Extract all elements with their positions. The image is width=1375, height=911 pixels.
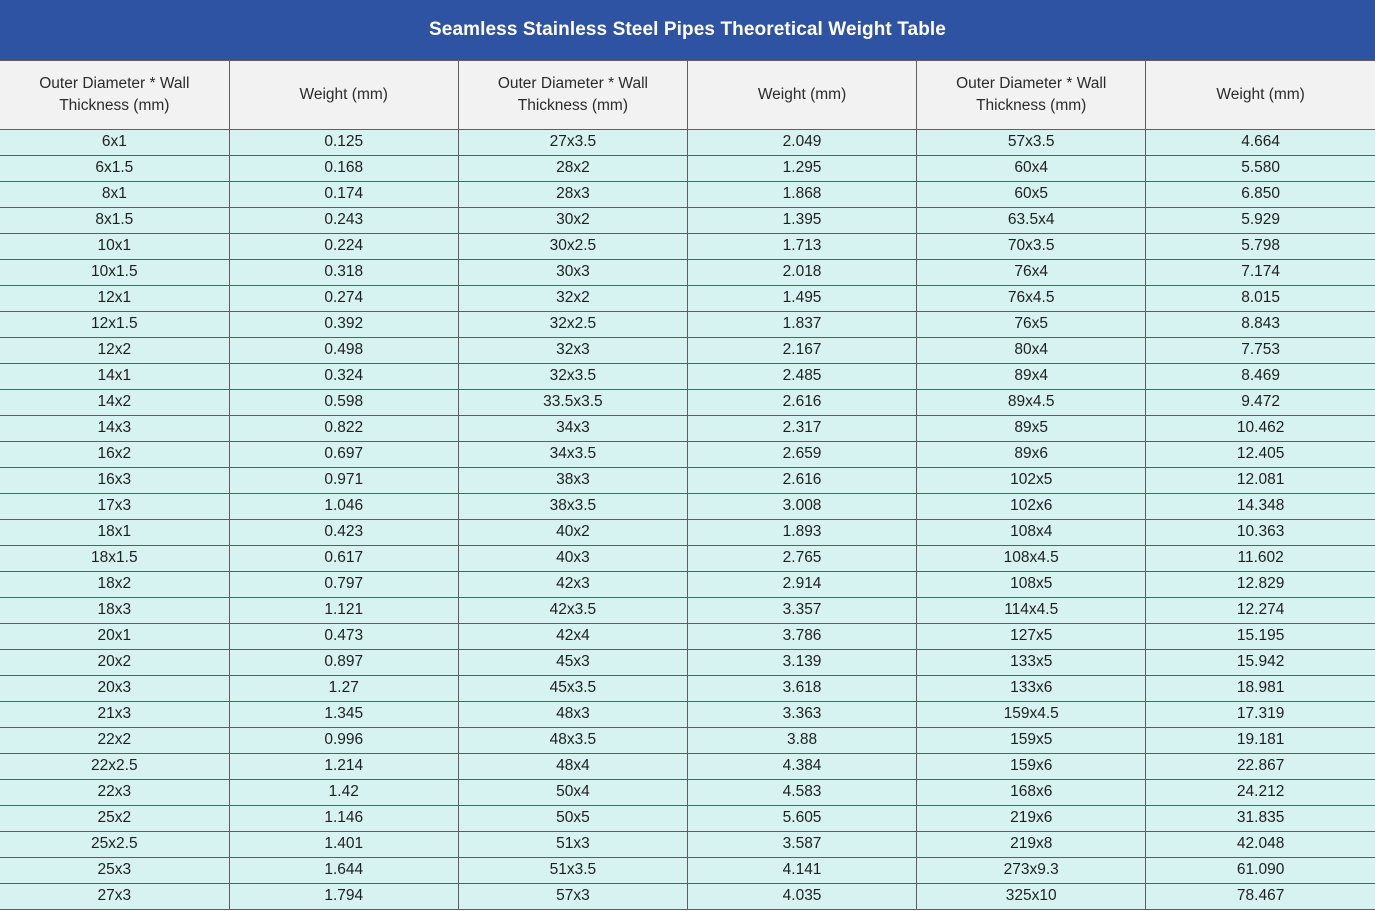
size-cell: 168x6 [917,779,1146,805]
header-row [0,61,1375,129]
size-cell: 51x3 [458,831,687,857]
weight-cell: 1.868 [687,181,916,207]
column-header-size-2: Outer Diameter * Wall Thickness (mm) [458,61,687,129]
weight-cell: 0.125 [229,129,458,155]
weight-cell: 24.212 [1146,779,1375,805]
weight-cell: 4.141 [687,857,916,883]
size-cell: 89x4 [917,363,1146,389]
weight-cell: 0.797 [229,571,458,597]
weight-cell: 1.121 [229,597,458,623]
size-cell: 28x3 [458,181,687,207]
column-header-weight-3: Weight (mm) [1146,61,1375,129]
weight-cell: 1.214 [229,753,458,779]
table-title: Seamless Stainless Steel Pipes Theoretical Weight Table [0,0,1375,61]
size-cell: 21x3 [0,701,229,727]
size-cell: 30x2.5 [458,233,687,259]
size-cell: 27x3 [0,883,229,909]
size-cell: 18x1.5 [0,545,229,571]
weight-cell: 2.485 [687,363,916,389]
size-cell: 70x3.5 [917,233,1146,259]
size-cell: 133x5 [917,649,1146,675]
weight-cell: 18.981 [1146,675,1375,701]
weight-cell: 22.867 [1146,753,1375,779]
weight-cell: 1.644 [229,857,458,883]
table-row [0,675,1375,701]
table-body [0,129,1375,909]
weight-cell: 2.765 [687,545,916,571]
weight-cell: 1.893 [687,519,916,545]
column-header-size-1: Outer Diameter * Wall Thickness (mm) [0,61,229,129]
weight-cell: 8.015 [1146,285,1375,311]
weight-cell: 0.697 [229,441,458,467]
size-cell: 76x4 [917,259,1146,285]
size-cell: 108x4.5 [917,545,1146,571]
table-row [0,831,1375,857]
weight-cell: 0.473 [229,623,458,649]
size-cell: 325x10 [917,883,1146,909]
table-row [0,519,1375,545]
weight-cell: 2.659 [687,441,916,467]
weight-cell: 0.274 [229,285,458,311]
size-cell: 42x3.5 [458,597,687,623]
weight-cell: 1.27 [229,675,458,701]
size-cell: 45x3 [458,649,687,675]
size-cell: 50x4 [458,779,687,805]
size-cell: 6x1 [0,129,229,155]
size-cell: 8x1.5 [0,207,229,233]
weight-cell: 5.798 [1146,233,1375,259]
size-cell: 27x3.5 [458,129,687,155]
size-cell: 57x3 [458,883,687,909]
table-row [0,389,1375,415]
weight-cell: 8.469 [1146,363,1375,389]
weight-cell: 3.587 [687,831,916,857]
weight-cell: 0.243 [229,207,458,233]
size-cell: 219x6 [917,805,1146,831]
weight-cell: 2.616 [687,389,916,415]
weight-cell: 9.472 [1146,389,1375,415]
weight-cell: 0.598 [229,389,458,415]
size-cell: 14x1 [0,363,229,389]
size-cell: 127x5 [917,623,1146,649]
size-cell: 28x2 [458,155,687,181]
weight-cell: 8.843 [1146,311,1375,337]
size-cell: 12x2 [0,337,229,363]
weight-cell: 1.837 [687,311,916,337]
size-cell: 89x5 [917,415,1146,441]
weight-cell: 19.181 [1146,727,1375,753]
weight-cell: 31.835 [1146,805,1375,831]
size-cell: 25x2 [0,805,229,831]
size-cell: 219x8 [917,831,1146,857]
size-cell: 18x3 [0,597,229,623]
size-cell: 102x5 [917,467,1146,493]
size-cell: 80x4 [917,337,1146,363]
weight-cell: 2.317 [687,415,916,441]
size-cell: 34x3.5 [458,441,687,467]
table-row [0,207,1375,233]
size-cell: 20x1 [0,623,229,649]
table-row [0,857,1375,883]
weight-cell: 0.996 [229,727,458,753]
size-cell: 108x4 [917,519,1146,545]
size-cell: 60x5 [917,181,1146,207]
size-cell: 89x4.5 [917,389,1146,415]
table-row [0,545,1375,571]
size-cell: 76x4.5 [917,285,1146,311]
size-cell: 48x4 [458,753,687,779]
size-cell: 22x2.5 [0,753,229,779]
weight-cell: 17.319 [1146,701,1375,727]
size-cell: 10x1 [0,233,229,259]
size-cell: 20x3 [0,675,229,701]
column-header-weight-2: Weight (mm) [687,61,916,129]
weight-cell: 1.713 [687,233,916,259]
weight-cell: 0.324 [229,363,458,389]
weight-cell: 7.174 [1146,259,1375,285]
table-row [0,493,1375,519]
table-row [0,155,1375,181]
table-row [0,597,1375,623]
weight-cell: 2.914 [687,571,916,597]
size-cell: 159x6 [917,753,1146,779]
table-row [0,649,1375,675]
table-row [0,441,1375,467]
size-cell: 48x3.5 [458,727,687,753]
size-cell: 33.5x3.5 [458,389,687,415]
size-cell: 51x3.5 [458,857,687,883]
table-row [0,779,1375,805]
size-cell: 22x2 [0,727,229,753]
weight-cell: 4.035 [687,883,916,909]
table-row [0,337,1375,363]
size-cell: 57x3.5 [917,129,1146,155]
size-cell: 102x6 [917,493,1146,519]
size-cell: 12x1.5 [0,311,229,337]
size-cell: 30x3 [458,259,687,285]
size-cell: 22x3 [0,779,229,805]
weight-cell: 11.602 [1146,545,1375,571]
size-cell: 42x3 [458,571,687,597]
weight-cell: 5.605 [687,805,916,831]
weight-cell: 3.363 [687,701,916,727]
size-cell: 273x9.3 [917,857,1146,883]
size-cell: 114x4.5 [917,597,1146,623]
size-cell: 6x1.5 [0,155,229,181]
size-cell: 10x1.5 [0,259,229,285]
size-cell: 40x2 [458,519,687,545]
weight-cell: 3.139 [687,649,916,675]
weight-cell: 10.363 [1146,519,1375,545]
size-cell: 159x4.5 [917,701,1146,727]
weight-cell: 2.018 [687,259,916,285]
weight-cell: 0.423 [229,519,458,545]
weight-cell: 7.753 [1146,337,1375,363]
weight-cell: 6.850 [1146,181,1375,207]
weight-cell: 12.405 [1146,441,1375,467]
size-cell: 48x3 [458,701,687,727]
weight-cell: 5.580 [1146,155,1375,181]
table-row [0,129,1375,155]
weight-table [0,61,1375,910]
weight-cell: 12.081 [1146,467,1375,493]
size-cell: 38x3.5 [458,493,687,519]
weight-cell: 1.401 [229,831,458,857]
size-cell: 38x3 [458,467,687,493]
table-row [0,415,1375,441]
size-cell: 63.5x4 [917,207,1146,233]
size-cell: 32x3 [458,337,687,363]
weight-cell: 61.090 [1146,857,1375,883]
weight-cell: 2.616 [687,467,916,493]
size-cell: 17x3 [0,493,229,519]
size-cell: 14x3 [0,415,229,441]
table-row [0,363,1375,389]
weight-cell: 4.664 [1146,129,1375,155]
weight-cell: 12.274 [1146,597,1375,623]
table-row [0,181,1375,207]
table-row [0,805,1375,831]
table-row [0,285,1375,311]
size-cell: 18x2 [0,571,229,597]
weight-cell: 1.295 [687,155,916,181]
weight-cell: 0.971 [229,467,458,493]
size-cell: 60x4 [917,155,1146,181]
size-cell: 30x2 [458,207,687,233]
size-cell: 133x6 [917,675,1146,701]
weight-cell: 0.617 [229,545,458,571]
size-cell: 32x2 [458,285,687,311]
weight-cell: 5.929 [1146,207,1375,233]
weight-cell: 0.498 [229,337,458,363]
size-cell: 76x5 [917,311,1146,337]
size-cell: 16x2 [0,441,229,467]
weight-cell: 10.462 [1146,415,1375,441]
size-cell: 16x3 [0,467,229,493]
weight-cell: 3.618 [687,675,916,701]
size-cell: 108x5 [917,571,1146,597]
weight-cell: 1.42 [229,779,458,805]
weight-cell: 3.88 [687,727,916,753]
size-cell: 32x3.5 [458,363,687,389]
weight-cell: 0.318 [229,259,458,285]
table-row [0,753,1375,779]
size-cell: 18x1 [0,519,229,545]
table-row [0,701,1375,727]
size-cell: 8x1 [0,181,229,207]
size-cell: 40x3 [458,545,687,571]
size-cell: 34x3 [458,415,687,441]
weight-cell: 78.467 [1146,883,1375,909]
weight-cell: 1.495 [687,285,916,311]
weight-cell: 3.786 [687,623,916,649]
table-row [0,883,1375,909]
weight-cell: 1.046 [229,493,458,519]
size-cell: 25x3 [0,857,229,883]
weight-cell: 4.384 [687,753,916,779]
size-cell: 50x5 [458,805,687,831]
column-header-size-3: Outer Diameter * Wall Thickness (mm) [917,61,1146,129]
weight-cell: 0.392 [229,311,458,337]
weight-cell: 1.794 [229,883,458,909]
weight-cell: 0.174 [229,181,458,207]
weight-cell: 1.345 [229,701,458,727]
weight-cell: 0.897 [229,649,458,675]
weight-cell: 2.049 [687,129,916,155]
weight-cell: 1.395 [687,207,916,233]
size-cell: 45x3.5 [458,675,687,701]
size-cell: 42x4 [458,623,687,649]
weight-cell: 15.195 [1146,623,1375,649]
weight-cell: 0.224 [229,233,458,259]
weight-cell: 4.583 [687,779,916,805]
size-cell: 14x2 [0,389,229,415]
weight-cell: 2.167 [687,337,916,363]
weight-cell: 14.348 [1146,493,1375,519]
weight-cell: 42.048 [1146,831,1375,857]
weight-cell: 12.829 [1146,571,1375,597]
size-cell: 20x2 [0,649,229,675]
column-header-weight-1: Weight (mm) [229,61,458,129]
table-row [0,727,1375,753]
size-cell: 12x1 [0,285,229,311]
weight-cell: 15.942 [1146,649,1375,675]
weight-cell: 3.008 [687,493,916,519]
size-cell: 25x2.5 [0,831,229,857]
weight-cell: 0.822 [229,415,458,441]
size-cell: 159x5 [917,727,1146,753]
weight-cell: 0.168 [229,155,458,181]
size-cell: 32x2.5 [458,311,687,337]
table-row [0,311,1375,337]
size-cell: 89x6 [917,441,1146,467]
table-row [0,259,1375,285]
table-row [0,233,1375,259]
table-row [0,467,1375,493]
table-row [0,623,1375,649]
weight-cell: 1.146 [229,805,458,831]
table-row [0,571,1375,597]
weight-cell: 3.357 [687,597,916,623]
